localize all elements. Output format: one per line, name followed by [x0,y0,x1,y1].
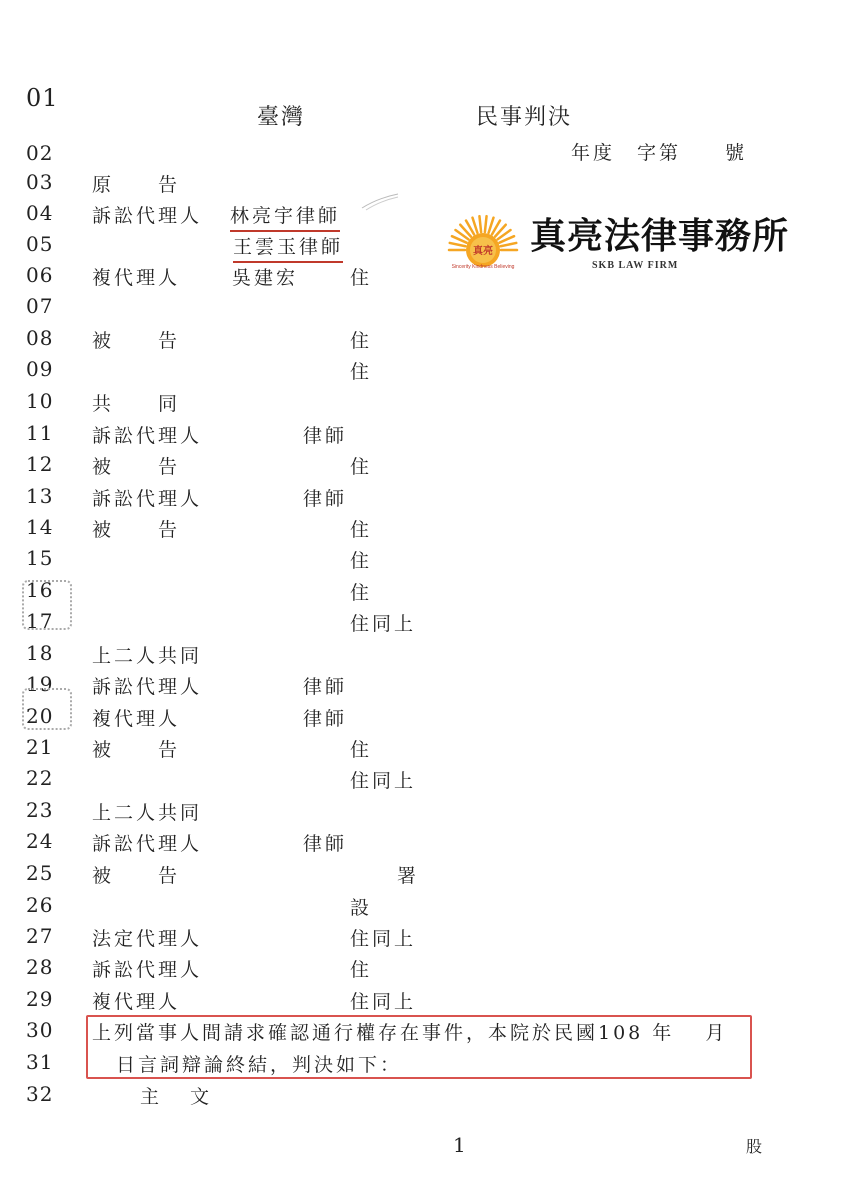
litigation-agent-label: 訴訟代理人 [92,425,203,447]
line-number: 28 [26,955,54,979]
office-label: 署 [397,865,420,887]
law-firm-logo-subtitle: SKB LAW FIRM [592,260,679,271]
address-label: 住 [350,959,373,981]
address-label: 住 [350,456,373,478]
sub-agent-label: 複代理人 [92,267,181,289]
line-number: 26 [26,893,54,917]
lawyer-name-lin: 林亮宇律師 [230,201,340,232]
case-number: 年度 字第 號 [571,142,748,164]
line-number: 32 [26,1082,54,1106]
litigation-agent-label: 訴訟代理人 [92,833,203,855]
litigation-agent-label: 訴訟代理人 [92,488,203,510]
scan-dot-artifact [22,580,72,630]
line-number: 20 [26,704,54,728]
litigation-agent-label: 訴訟代理人 [92,959,203,981]
joint-label: 共 同 [92,393,181,415]
body-line-30: 上列當事人間請求確認通行權存在事件，本院於民國108 年 月 [92,1022,728,1044]
pen-stroke-mark [360,192,400,212]
line-number: 14 [26,515,54,539]
address-label: 住 [350,582,373,604]
lawyer-label: 律師 [303,676,348,698]
defendant-label: 被 告 [92,330,181,352]
line-number: 30 [26,1018,54,1042]
address-same-label: 住同上 [350,928,417,950]
lawyer-label: 律師 [303,488,348,510]
sub-agent-label: 複代理人 [92,991,181,1013]
address-label: 住 [350,550,373,572]
line-number: 15 [26,546,54,570]
line-number: 01 [26,84,59,112]
litigation-agent-label: 訴訟代理人 [92,205,203,227]
line-number: 23 [26,798,54,822]
address-same-label: 住同上 [350,770,417,792]
line-number: 19 [26,672,54,696]
line-number: 13 [26,484,54,508]
logo-tagline: Sincerity Kindness Believing [451,264,515,270]
line-number: 12 [26,452,54,476]
address-label: 住 [350,519,373,541]
line-number: 16 [26,578,54,602]
page-number: 1 [453,1133,466,1157]
legal-representative-label: 法定代理人 [92,928,203,950]
line-number: 07 [26,294,54,318]
line-number: 22 [26,766,54,790]
defendant-label: 被 告 [92,865,181,887]
joint-two-label: 上二人共同 [92,645,203,667]
plaintiff-label: 原 告 [92,174,181,196]
law-firm-logo-sun-icon [444,210,522,270]
address-label: 住 [350,267,373,289]
sub-agent-label: 複代理人 [92,708,181,730]
line-number: 27 [26,924,54,948]
defendant-label: 被 告 [92,519,181,541]
line-number: 04 [26,201,54,225]
logo-badge-text: 真亮 [473,246,493,257]
line-number: 06 [26,263,54,287]
lawyer-label: 律師 [303,833,348,855]
lawyer-label: 律師 [303,425,348,447]
sub-agent-name: 吳建宏 [232,267,299,289]
line-number: 18 [26,641,54,665]
lawyer-name-wang: 王雲玉律師 [233,232,343,263]
address-same-label: 住同上 [350,991,417,1013]
joint-two-label: 上二人共同 [92,802,203,824]
document-type-title: 民事判決 [476,105,573,130]
defendant-label: 被 告 [92,739,181,761]
line-number: 10 [26,389,54,413]
line-number: 11 [26,421,54,445]
scan-dot-artifact [22,688,72,730]
line-number: 03 [26,170,54,194]
line-number: 21 [26,735,54,759]
address-label: 住 [350,739,373,761]
line-number: 09 [26,357,54,381]
line-number: 29 [26,987,54,1011]
line-number: 17 [26,609,54,633]
line-number: 08 [26,326,54,350]
division-mark: 股 [746,1137,763,1156]
litigation-agent-label: 訴訟代理人 [92,676,203,698]
court-name: 臺灣 [257,105,306,130]
located-label: 設 [350,897,373,919]
lawyer-label: 律師 [303,708,348,730]
law-firm-logo-name: 真亮法律事務所 [530,215,790,257]
line-number: 05 [26,232,54,256]
line-number: 24 [26,829,54,853]
main-text-heading: 主 文 [140,1086,216,1108]
body-line-31: 日言詞辯論終結，判決如下： [116,1054,403,1076]
address-label: 住 [350,330,373,352]
line-number: 25 [26,861,54,885]
line-number: 02 [26,141,54,165]
defendant-label: 被 告 [92,456,181,478]
address-label: 住 [350,361,373,383]
line-number: 31 [26,1050,54,1074]
address-same-label: 住同上 [350,613,417,635]
